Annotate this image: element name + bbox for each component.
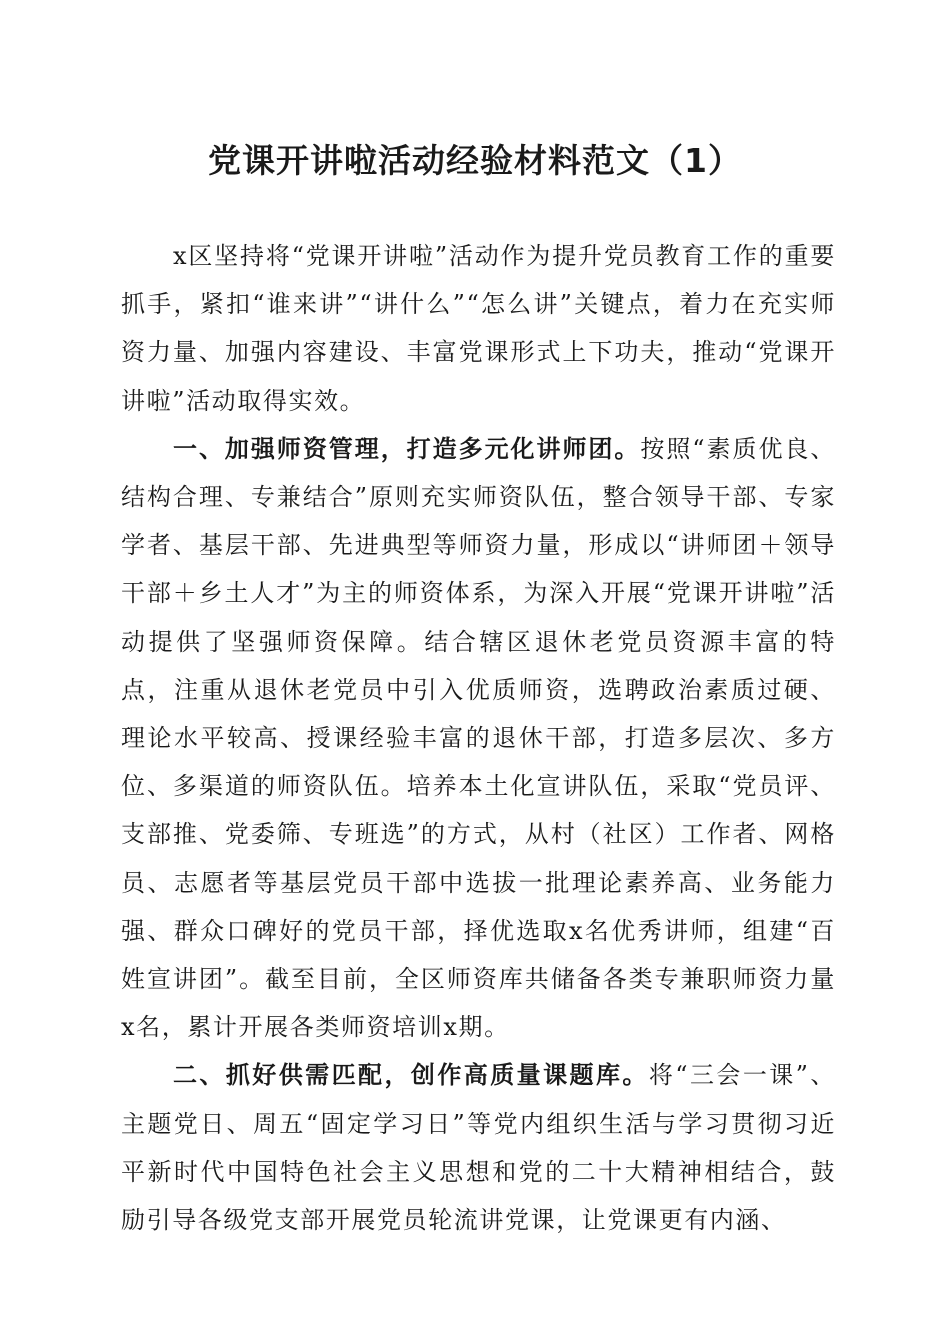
document-body [121,232,836,1244]
section-heading: 二、抓好供需匹配，创作高质量课题库。 [173,1061,649,1090]
section-paragraph [121,1051,836,1244]
document-title: 党课开讲啦活动经验材料范文（1） [208,141,742,180]
intro-paragraph: x区坚持将“党课开讲啦”活动作为提升党员教育工作的重要抓手，紧扣“谁来讲”“讲什么”“怎么讲”关键点，着力在充实师资力量、加强内容建设、丰富党课形式上下功夫，推动“党课开讲啦”活动取得实效。 [121,242,836,415]
section-text: 按照“素质优良、结构合理、专兼结合”原则充实师资队伍，整合领导干部、专家学者、基层干部、先进典型等师资力量，形成以“讲师团＋领导干部＋乡土人才”为主的师资体系，为深入开展“党课开讲啦”活动提供了坚强师资保障。结合辖区退休老党员资源丰富的特点，注重从退休老党员中引入优质师资，选聘政治素质过硬、理论水平较高、授课经验丰富的退休干部，打造多层次、多方位、多渠道的师资队伍。培养本土化宣讲队伍，采取“党员评、支部推、党委筛、专班选”的方式，从村（社区）工作者、网格员、志愿者等基层党员干部中选拔一批理论素养高、业务能力强、群众口碑好的党员干部，择优选取x名优秀讲师，组建“百姓宣讲团”。截至目前，全区师资库共储备各类专兼职师资力量x名，累计开展各类师资培训x期。 [121,434,836,1042]
section-text: 将“三会一课”、主题党日、周五“固定学习日”等党内组织生活与学习贯彻习近平新时代中国特色社会主义思想和党的二十大精神相结合，鼓励引导各级党支部开展党员轮流讲党课，让党课更有内涵、 [121,1061,836,1235]
section-heading: 一、加强师资管理，打造多元化讲师团。 [173,434,641,463]
section-paragraph [121,425,836,1052]
